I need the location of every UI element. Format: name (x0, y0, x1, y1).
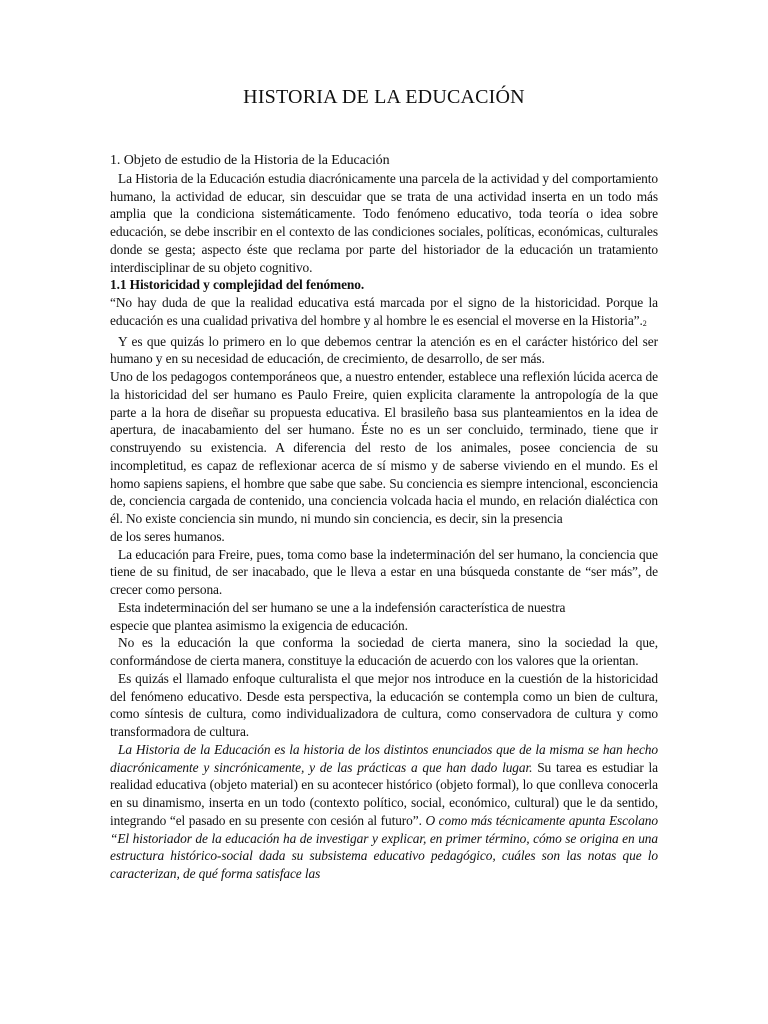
paragraph-8 (110, 741, 658, 883)
document-body (110, 152, 658, 883)
paragraph-3: Uno de los pedagogos contemporáneos que, a nuestro entender, establece una reflexión lúcida acerca de la historicidad del ser humano es Paulo Freire, quien explicita claramente la antropología de la que parte a la hora de diseñar su propuesta educativa. El brasileño basa sus planteamientos en la idea de apertura, de inacabamiento del ser humano. Éste no es un ser concluido, terminado, tiene que ir construyendo su existencia. A diferencia del resto de los animales, posee conciencia de su incompletitud, es capaz de reflexionar acerca de sí mismo y de saberse viviendo en el mundo. Es el homo sapiens sapiens, el hombre que sabe que sabe. Su conciencia es siempre intencional, esconciencia de, conciencia cargada de contenido, una conciencia volcada hacia el mundo, en relación dialéctica con él. No existe conciencia sin mundo, ni mundo sin conciencia, es decir, sin la presencia (110, 369, 658, 526)
paragraph-4: La educación para Freire, pues, toma como base la indeterminación del ser humano, la conciencia que tiene de su finitud, de ser inacabado, que le lleva a estar en una búsqueda constante de “ser más”, de crecer como persona. (110, 546, 658, 597)
paragraph-5-line-2: especie que plantea asimismo la exigencia de educación. (110, 617, 408, 633)
quote-paragraph (110, 294, 658, 333)
section-heading: 1. Objeto de estudio de la Historia de la Educación (110, 153, 390, 168)
quote-text: “No hay duda de que la realidad educativa está marcada por el signo de la historicidad. Porque la educación es una cualidad privativa del hombre y al hombre le es esencial el moverse en la Historia”. (110, 295, 658, 328)
paragraph-8-normal: Su tarea es estudiar la realidad educativa (objeto material) en su acontecer histórico (objeto formal), lo que conlleva conocerla en su dinamismo, inserta en un todo (contexto político, social, económico, cultural) que le da sentido, integrando “el pasado en su presente con cesión al futuro”. (110, 759, 658, 828)
paragraph-8-italic: La Historia de la Educación es la historia de los distintos enunciados que de la misma se han hecho diacrónicamente y sincrónicamente, y de las prácticas a que han dado lugar. (110, 741, 658, 775)
footnote-marker: 2 (642, 318, 647, 328)
paragraph-3-tail: de los seres humanos. (110, 528, 225, 544)
subsection-heading: 1.1 Historicidad y complejidad del fenómeno. (110, 277, 365, 293)
paragraph-8-italic-quote: O como más técnicamente apunta Escolano “El historiador de la educación ha de investigar y explicar, en primer término, cómo se origina en una estructura histórico-social dada su subsistema educativo pedagógico, cuáles son las notas que lo caracterizan, de qué forma satisface las (110, 812, 658, 881)
paragraph-1: La Historia de la Educación estudia diacrónicamente una parcela de la actividad y del comportamiento humano, la actividad de educar, sin descuidar que se trata de una actividad inserta en un todo más amplia que la condiciona sistemáticamente. Todo fenómeno educativo, toda teoría o idea sobre educación, se debe inscribir en el contexto de las condiciones sociales, políticas, económicas, culturales donde se gesta; aspecto éste que reclama por parte del historiador de la educación un tratamiento interdisciplinar de su objeto cognitivo. (110, 170, 658, 275)
document-title: HISTORIA DE LA EDUCACIÓN (243, 86, 525, 108)
paragraph-2: Y es que quizás lo primero en lo que debemos centrar la atención es en el carácter histórico del ser humano y en su necesidad de educación, de crecimiento, de desarrollo, de ser más. (110, 333, 658, 367)
paragraph-7: Es quizás el llamado enfoque culturalista el que mejor nos introduce en la cuestión de la historicidad del fenómeno educativo. Desde esta perspectiva, la educación se contempla como un bien de cultura, como síntesis de cultura, como individualizadora de cultura, como conservadora de cultura y como transformadora de cultura. (110, 670, 658, 739)
paragraph-5-line-1: Esta indeterminación del ser humano se une a la indefensión característica de nuestra (118, 599, 566, 615)
paragraph-6: No es la educación la que conforma la sociedad de cierta manera, sino la sociedad la que, conformándose de cierta manera, constituye la educación de acuerdo con los valores que la orientan. (110, 635, 658, 668)
